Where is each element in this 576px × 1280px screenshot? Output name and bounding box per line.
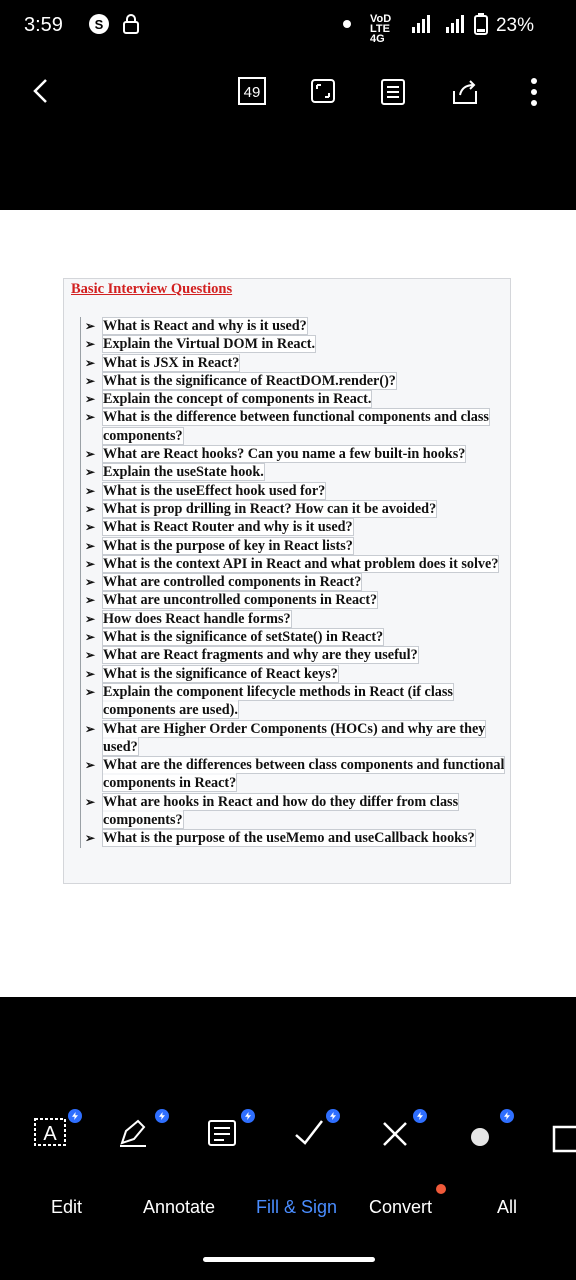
question-text: What is the context API in React and what problem does it solve? [103, 555, 499, 572]
tab-edit[interactable]: Edit [51, 1197, 83, 1217]
share-icon[interactable] [450, 77, 480, 107]
list-item [81, 829, 505, 847]
tab-fill-sign[interactable]: Fill & Sign [256, 1197, 338, 1217]
tab-annotate[interactable]: Annotate [143, 1197, 216, 1217]
list-item [81, 591, 505, 609]
question-text: Explain the component lifecycle methods in React (if class components are used). [103, 683, 453, 719]
document-page[interactable] [0, 210, 576, 997]
question-text: What are Higher Order Components (HOCs) and why are they used? [103, 720, 486, 755]
status-time: 3:59 [24, 14, 63, 36]
text-edit-icon[interactable] [33, 1115, 67, 1149]
list-item [81, 756, 505, 793]
question-text: What is prop drilling in React? How can it be avoided? [103, 500, 437, 517]
question-text: What are React hooks? Can you name a few built-in hooks? [103, 446, 466, 463]
question-text: What is the purpose of the useMemo and useCallback hooks? [103, 830, 475, 847]
status-bar [0, 0, 576, 56]
lock-icon [120, 13, 142, 35]
signal-icon [410, 13, 470, 35]
checkmark-icon[interactable] [292, 1115, 326, 1149]
ai-badge-icon [500, 1109, 514, 1123]
list-item [81, 390, 505, 408]
list-item [81, 646, 505, 664]
ai-badge-icon [241, 1109, 255, 1123]
home-indicator[interactable] [203, 1257, 375, 1262]
list-item [81, 354, 505, 372]
ai-badge-icon [326, 1109, 340, 1123]
pen-annotate-icon[interactable] [116, 1115, 150, 1149]
list-item [81, 335, 505, 353]
document-view-icon[interactable] [379, 77, 407, 107]
dot-icon [342, 19, 352, 29]
list-item [81, 555, 505, 573]
list-item [81, 720, 505, 757]
question-text: What is the useEffect hook used for? [103, 482, 326, 499]
question-text: Explain the Virtual DOM in React. [103, 336, 316, 353]
question-text: Explain the concept of components in React. [103, 391, 372, 408]
ai-badge-icon [413, 1109, 427, 1123]
tab-convert[interactable]: Convert [369, 1197, 433, 1217]
question-text: What is the significance of setState() in React? [103, 629, 384, 646]
list-item [81, 665, 505, 683]
svg-text:A: A [43, 1123, 57, 1145]
question-text: What are uncontrolled components in React? [103, 592, 378, 609]
document-heading: Basic Interview Questions [71, 281, 233, 297]
svg-text:S: S [94, 17, 104, 32]
list-item [81, 628, 505, 646]
list-item [81, 408, 505, 445]
rectangle-shape-icon[interactable] [550, 1125, 576, 1153]
question-text: What is React and why is it used? [103, 318, 307, 334]
list-item [81, 537, 505, 555]
fullscreen-icon[interactable] [309, 77, 337, 105]
list-item [81, 573, 505, 591]
question-text: What are React fragments and why are they useful? [103, 647, 418, 664]
ai-badge-icon [68, 1109, 82, 1123]
list-item [81, 372, 505, 390]
list-item [81, 683, 505, 720]
question-text: Explain the useState hook. [103, 464, 264, 481]
list-item [81, 317, 505, 335]
question-text: What are controlled components in React? [103, 574, 362, 591]
filled-dot-icon[interactable] [470, 1127, 490, 1147]
question-list [80, 317, 505, 848]
list-item [81, 445, 505, 463]
battery-percent: 23% [495, 15, 534, 36]
list-item [81, 482, 505, 500]
question-text: What is JSX in React? [103, 354, 240, 371]
list-item [81, 518, 505, 536]
bottom-panel [0, 997, 576, 1280]
network-label: VoD LTE 4G [370, 13, 392, 45]
question-text: What are the differences between class components and functional components in React? [103, 757, 505, 792]
question-text: What is the significance of React keys? [103, 665, 338, 682]
list-item [81, 793, 505, 830]
back-icon[interactable] [30, 77, 52, 105]
form-icon[interactable] [205, 1115, 239, 1149]
question-text: How does React handle forms? [103, 610, 291, 627]
notification-dot [436, 1184, 446, 1194]
list-item [81, 500, 505, 518]
more-options-icon[interactable] [528, 76, 540, 108]
page-count-badge[interactable]: 49 [238, 77, 266, 105]
question-text: What are hooks in React and how do they differ from class components? [103, 793, 459, 829]
question-text: What is the purpose of key in React lists? [103, 537, 353, 554]
question-text: What is React Router and why is it used? [103, 519, 353, 536]
ai-badge-icon [155, 1109, 169, 1123]
app-notification-icon [88, 13, 110, 35]
list-item [81, 610, 505, 628]
tab-all[interactable]: All [497, 1197, 518, 1217]
question-text: What is the significance of ReactDOM.render()? [103, 372, 396, 389]
document-content [63, 278, 511, 884]
question-text: What is the difference between functional components and class components? [103, 409, 489, 444]
cross-mark-icon[interactable] [378, 1115, 412, 1149]
list-item [81, 463, 505, 481]
battery-icon [474, 13, 488, 35]
